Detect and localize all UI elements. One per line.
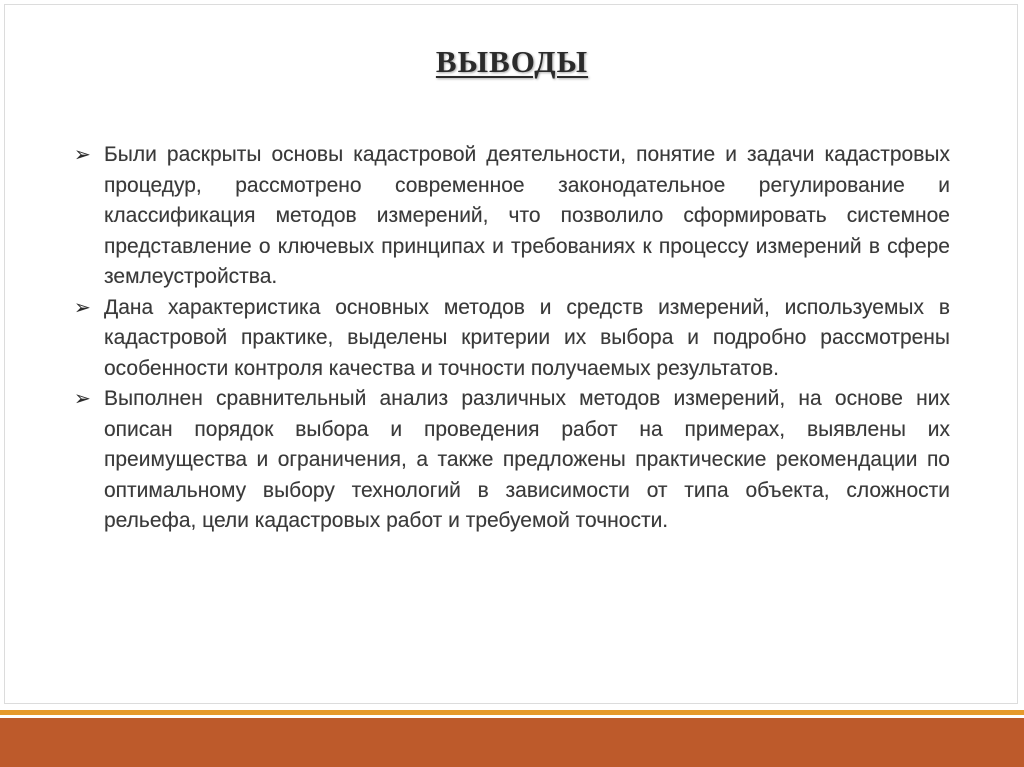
bullet-text-2: Дана характеристика основных методов и средств измерений, используемых в кадастровой практике, выделены критерии их выбора и подробно рассмотрены особенности контроля качества и точности получаемых результатов. <box>104 295 950 380</box>
footer-accent-thin-bar <box>0 710 1024 715</box>
arrow-bullet-icon: ➢ <box>74 144 91 166</box>
footer-accent-thick-bar <box>0 718 1024 767</box>
slide-title: ВЫВОДЫ <box>435 44 589 79</box>
bullet-item-3 <box>74 384 950 537</box>
bullet-item-2 <box>74 293 950 385</box>
bullet-text-1: Были раскрыты основы кадастровой деятельности, понятие и задачи кадастровых процедур, рассмотрено современное законодательное регулирование и классификация методов измерений, что позволило сформировать системное представление о ключевых принципах и требованиях к процессу измерений в сфере землеустройства. <box>104 143 950 288</box>
bullet-list <box>74 140 950 537</box>
bullet-text-3: Выполнен сравнительный анализ различных методов измерений, на основе них описан порядок выбора и проведения работ на примерах, выявлены их преимущества и ограничения, а также предложены практические рекомендации по оптимальному выбору технологий в зависимости от типа объекта, сложности рельефа, цели кадастровых работ и требуемой точности. <box>104 387 950 532</box>
bullet-item-1 <box>74 140 950 293</box>
arrow-bullet-icon: ➢ <box>74 388 91 410</box>
arrow-bullet-icon: ➢ <box>74 296 91 319</box>
